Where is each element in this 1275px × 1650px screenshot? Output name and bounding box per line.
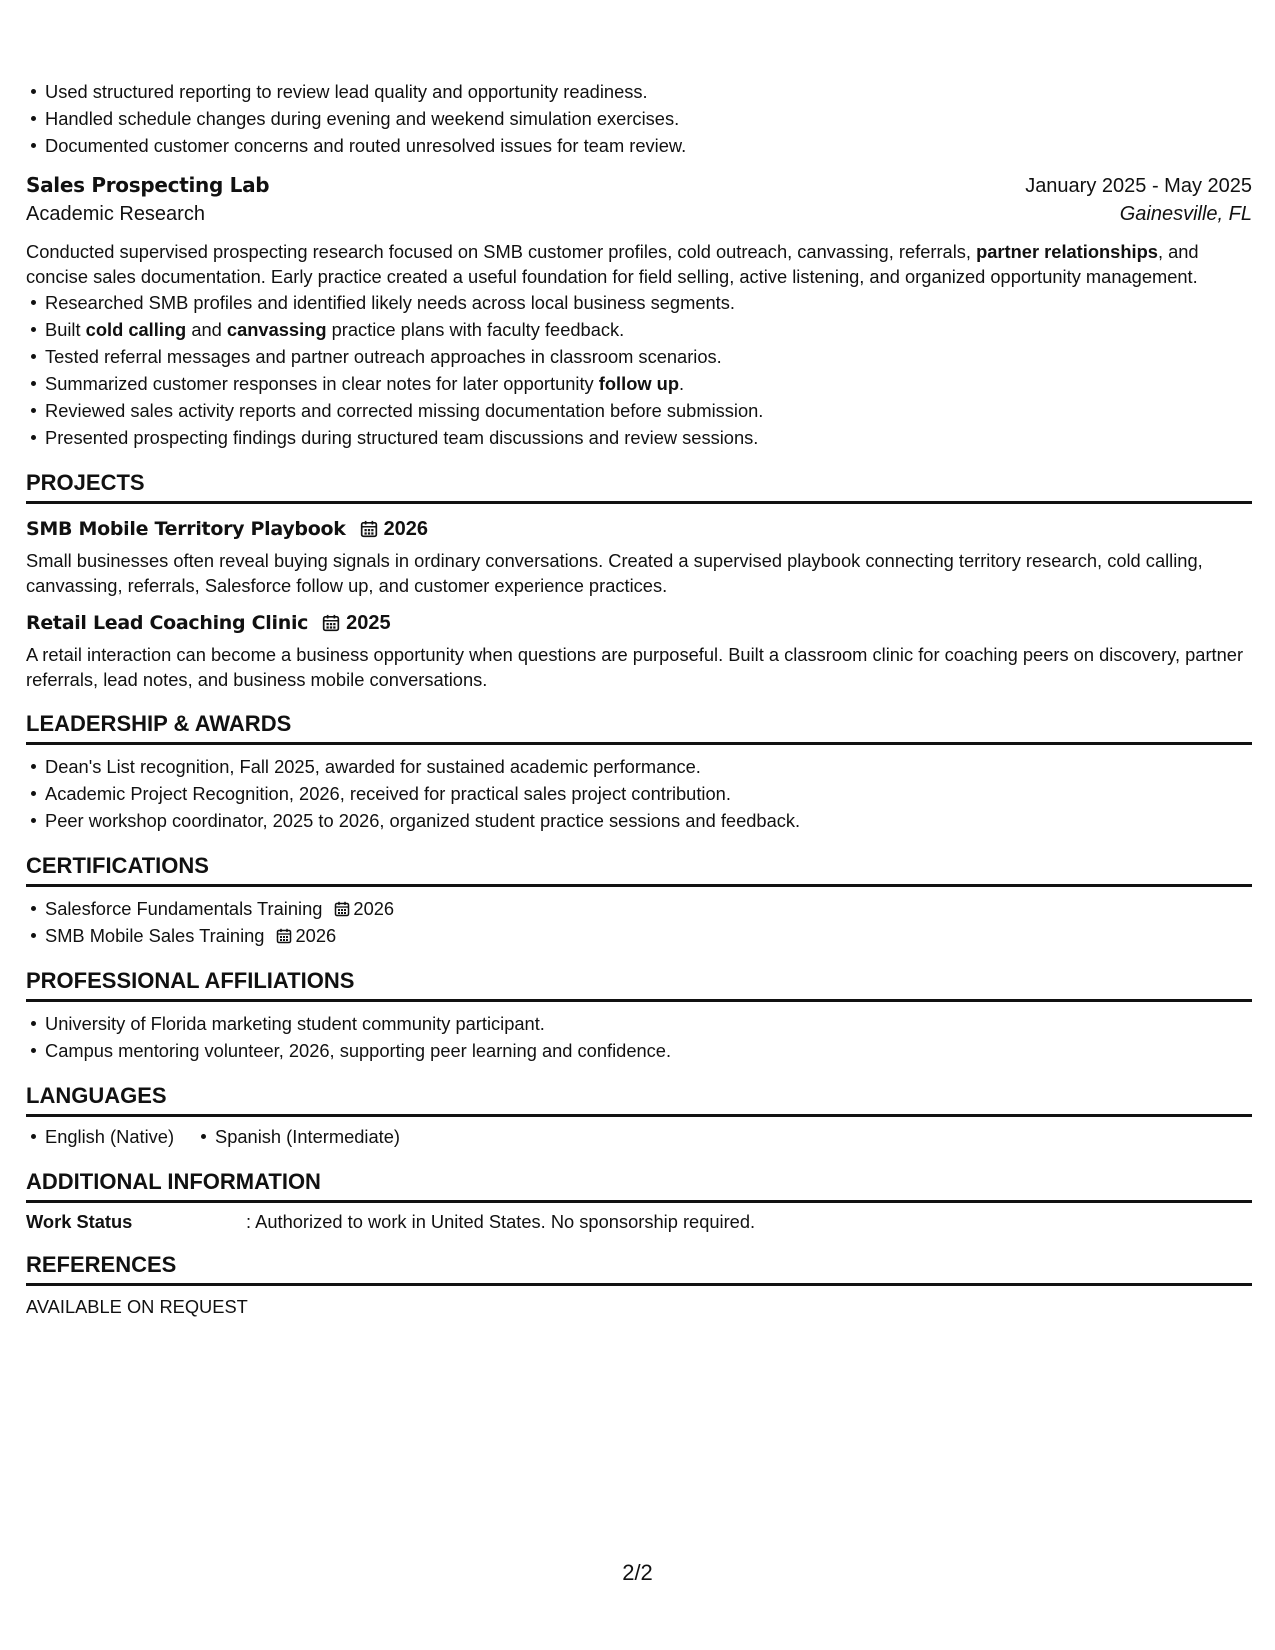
list-item: Academic Project Recognition, 2026, received for practical sales project contribution. [26, 780, 1252, 807]
certification-name: SMB Mobile Sales Training [45, 925, 265, 946]
experience-subheader [26, 203, 1252, 235]
work-status-row [26, 1211, 1252, 1233]
list-item: University of Florida marketing student community participant. [26, 1010, 1252, 1037]
work-status-label: Work Status [26, 1211, 133, 1232]
bullet-bold-text: canvassing [226, 319, 327, 340]
project-year: 2025 [346, 611, 391, 634]
experience-location: Gainesville, FL [1119, 203, 1252, 225]
experience-summary [26, 239, 1252, 289]
experience-dates: January 2025 - May 2025 [1025, 175, 1252, 197]
bullet-text: . [679, 373, 685, 394]
leadership-list [26, 753, 1252, 834]
certification-name: Salesforce Fundamentals Training [45, 898, 323, 919]
project-description: Small businesses often reveal buying signals in ordinary conversations. Created a supervised playbook connecting territory research, cold calling, canvassing, referrals, Salesforce follow up, and customer experience practices. [26, 550, 1203, 596]
bullet-text: practice plans with faculty feedback. [326, 319, 625, 340]
list-item: Presented prospecting findings during structured team discussions and review sessions. [26, 424, 1252, 451]
projects-heading: PROJECTS [26, 469, 1252, 504]
list-item: Tested referral messages and partner outreach approaches in classroom scenarios. [26, 343, 1252, 370]
list-item [26, 922, 1252, 949]
language-item: Spanish (Intermediate) [196, 1123, 400, 1150]
certifications-heading: CERTIFICATIONS [26, 852, 1252, 887]
experience-title: Sales Prospecting Lab [26, 173, 270, 197]
bullet-text: Built [45, 319, 86, 340]
calendar-icon [276, 928, 292, 944]
list-item: Handled schedule changes during evening and weekend simulation exercises. [26, 105, 1252, 132]
list-item: Campus mentoring volunteer, 2026, supporting peer learning and confidence. [26, 1037, 1252, 1064]
references-text: AVAILABLE ON REQUEST [26, 1296, 248, 1317]
calendar-icon [322, 614, 340, 632]
project-header [26, 608, 1252, 638]
work-status-value: : Authorized to work in United States. No sponsorship required. [246, 1211, 756, 1232]
list-item: Used structured reporting to review lead quality and opportunity readiness. [26, 78, 1252, 105]
leadership-heading: LEADERSHIP & AWARDS [26, 710, 1252, 745]
languages-heading: LANGUAGES [26, 1082, 1252, 1117]
certification-year: 2026 [295, 925, 337, 946]
project-header [26, 514, 1252, 544]
certification-year: 2026 [353, 898, 395, 919]
previous-role-bullets [26, 78, 1252, 159]
list-item: Documented customer concerns and routed unresolved issues for team review. [26, 132, 1252, 159]
project-year: 2026 [383, 517, 429, 540]
list-item: Dean's List recognition, Fall 2025, awarded for sustained academic performance. [26, 753, 1252, 780]
project-title: Retail Lead Coaching Clinic [26, 612, 309, 634]
list-item [26, 895, 1252, 922]
page-number: 2/2 [622, 1560, 653, 1585]
project-title: SMB Mobile Territory Playbook [26, 518, 346, 540]
list-item: Reviewed sales activity reports and corrected missing documentation before submission. [26, 397, 1252, 424]
certifications-list [26, 895, 1252, 949]
calendar-icon [360, 520, 378, 538]
additional-info-heading: ADDITIONAL INFORMATION [26, 1168, 1252, 1203]
experience-bullets [26, 289, 1252, 451]
list-item [26, 370, 1252, 397]
summary-text: , and concise sales documentation. Early practice created a useful foundation for field selling, active listening, and organized opportunity management. [26, 241, 1199, 287]
bullet-text: and [186, 319, 227, 340]
experience-organization: Academic Research [26, 203, 205, 225]
affiliations-heading: PROFESSIONAL AFFILIATIONS [26, 967, 1252, 1002]
resume-page [26, 78, 1252, 1318]
experience-header [26, 173, 1252, 203]
project-description: A retail interaction can become a business opportunity when questions are purposeful. Built a classroom clinic for coaching peers on discovery, partner referrals, lead notes, and business mobile conversations. [26, 644, 1244, 690]
list-item [26, 316, 1252, 343]
summary-bold-text: partner relationships [976, 241, 1158, 262]
language-item: English (Native) [26, 1123, 174, 1150]
references-heading: REFERENCES [26, 1251, 1252, 1286]
summary-text: Conducted supervised prospecting research focused on SMB customer profiles, cold outreach, canvassing, referrals, [26, 241, 977, 262]
bullet-text: Summarized customer responses in clear notes for later opportunity [45, 373, 599, 394]
bullet-bold-text: follow up [598, 373, 679, 394]
languages-list [26, 1123, 1252, 1150]
bullet-bold-text: cold calling [85, 319, 187, 340]
list-item: Researched SMB profiles and identified likely needs across local business segments. [26, 289, 1252, 316]
calendar-icon [334, 901, 350, 917]
affiliations-list [26, 1010, 1252, 1064]
list-item: Peer workshop coordinator, 2025 to 2026, organized student practice sessions and feedback. [26, 807, 1252, 834]
